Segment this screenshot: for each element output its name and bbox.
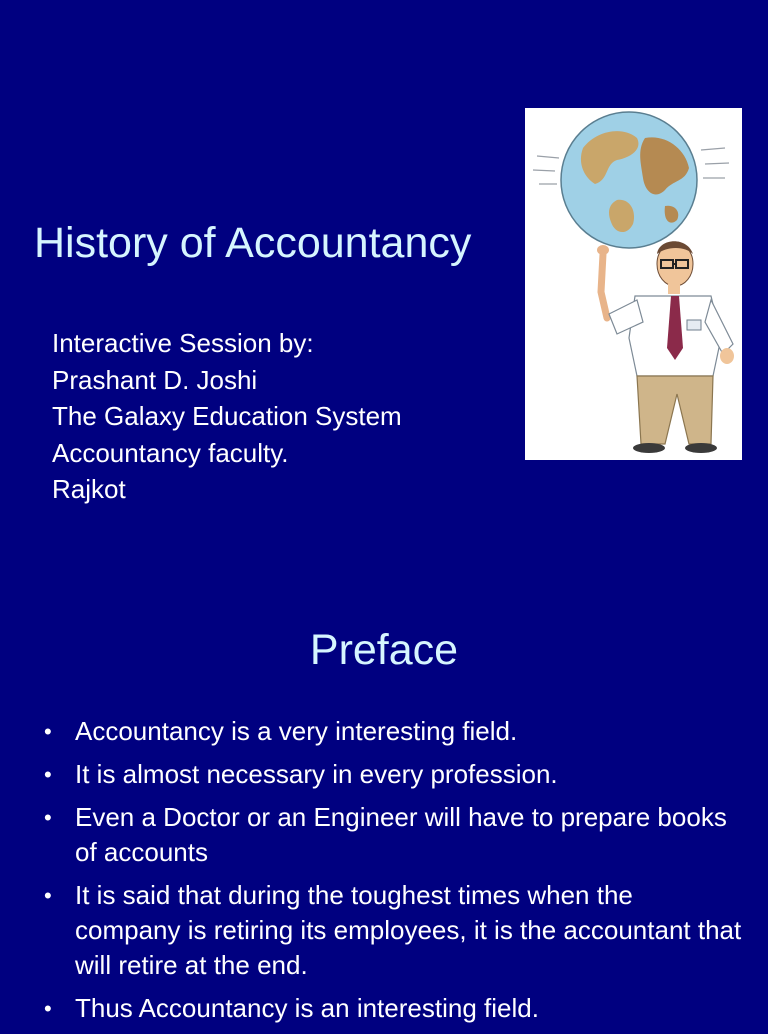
bullet-icon: • [44, 805, 52, 830]
bullet-text: Even a Doctor or an Engineer will have to prepare books of accounts [75, 802, 727, 867]
slide-title: Preface [309, 626, 459, 674]
bullet-list [44, 714, 744, 1034]
preface-slide [0, 592, 768, 1024]
subtitle-line: The Galaxy Education System [52, 401, 402, 431]
subtitle-line: Rajkot [52, 474, 126, 504]
bullet-icon: • [44, 883, 52, 908]
subtitle-line: Accountancy faculty. [52, 437, 289, 468]
bullet-text: Accountancy is a very interesting field. [75, 716, 518, 746]
bullet-icon: • [44, 719, 52, 744]
bullet-text: Thus Accountancy is an interesting field. [75, 993, 539, 1023]
bullet-item [44, 714, 744, 749]
man-balancing-globe-icon [525, 108, 742, 460]
bullet-item [44, 757, 744, 792]
bullet-item [44, 800, 744, 870]
slide-title: History of Accountancy [34, 219, 472, 267]
subtitle-line: Interactive Session by: [52, 328, 314, 358]
subtitle-line: Prashant D. Joshi [52, 364, 258, 395]
bullet-icon: • [44, 762, 52, 787]
bullet-text: It is said that during the toughest times when the company is retiring its employees, it is the accountant that will retire at the end. [75, 880, 742, 980]
bullet-item [44, 991, 744, 1026]
bullet-icon: • [44, 996, 52, 1021]
presenter-info [52, 325, 402, 508]
bullet-item [44, 878, 744, 983]
bullet-text: It is almost necessary in every profession. [75, 759, 558, 789]
